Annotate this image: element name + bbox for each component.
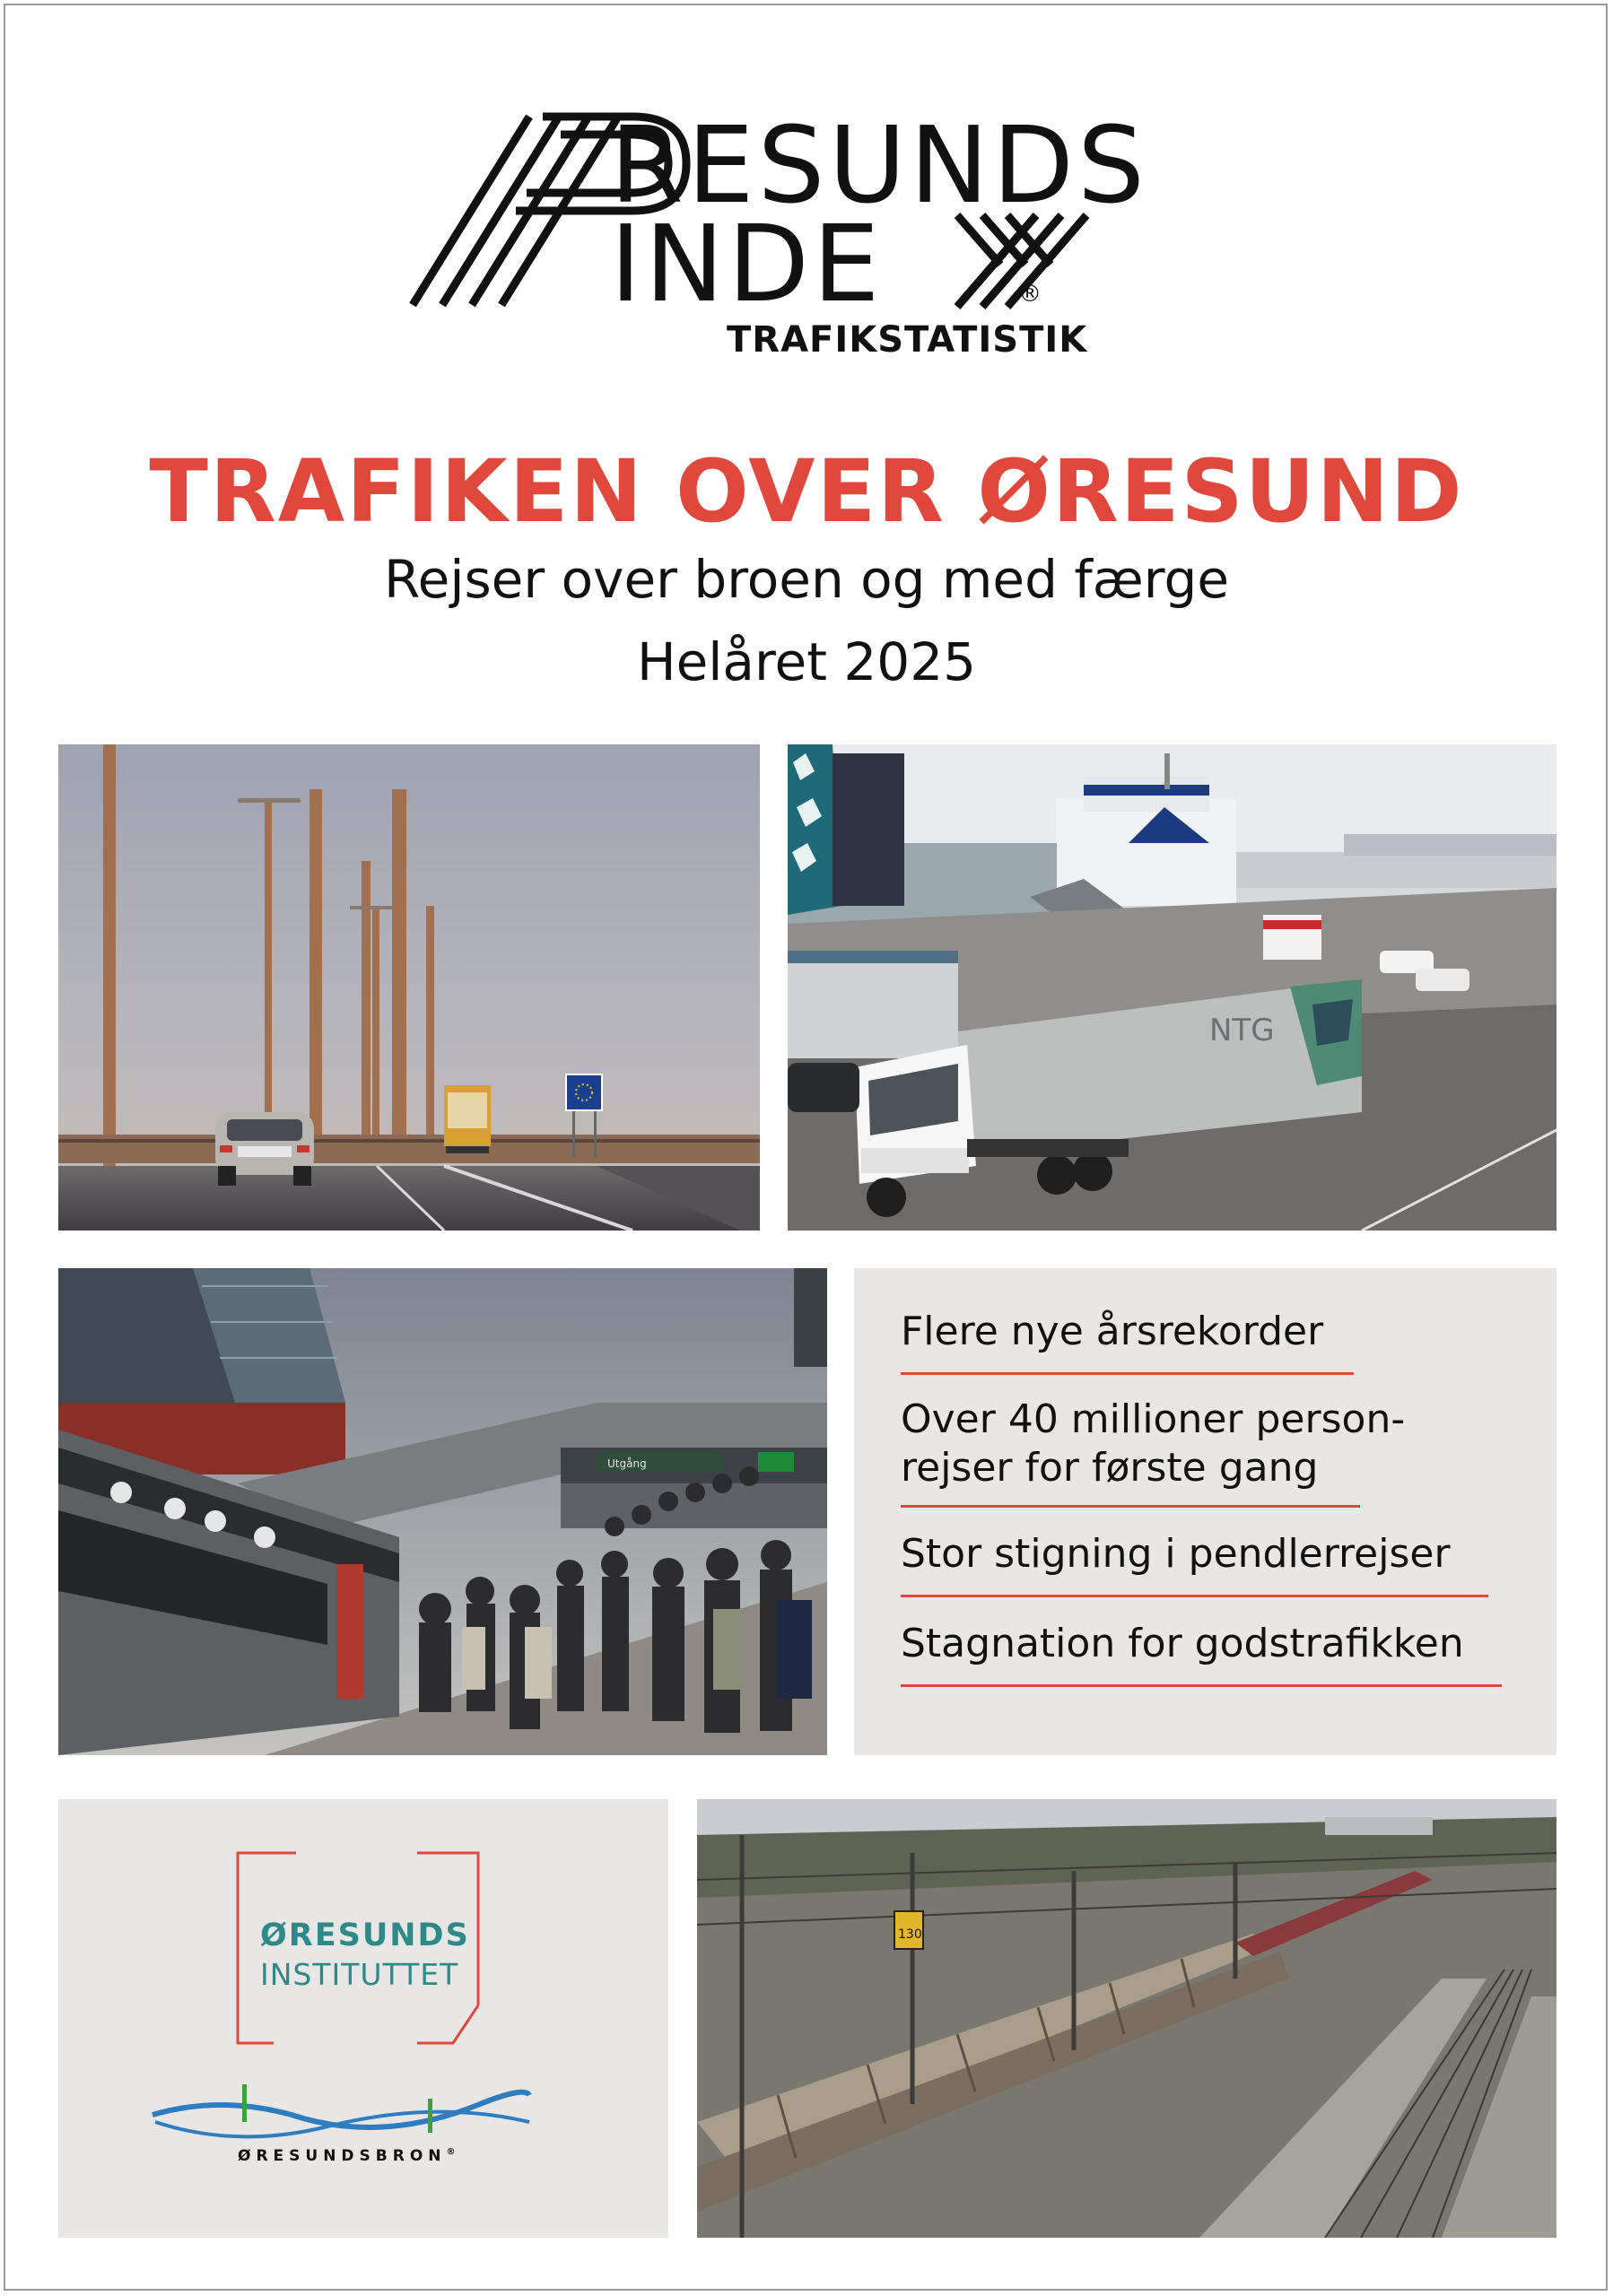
highlights-panel xyxy=(854,1268,1556,1755)
highlight-underline-2 xyxy=(901,1505,1360,1508)
bridge-name: ØRESUNDSBRON® xyxy=(238,2147,456,2165)
highlight-item-1: Flere nye årsrekorder xyxy=(901,1309,1324,1354)
truck-label: NTG xyxy=(1209,1013,1275,1048)
highlight-item-2-line-1: Over 40 millioner person- xyxy=(901,1396,1406,1442)
registered-mark: ® xyxy=(1018,281,1042,308)
highlight-item-3: Stor stigning i pendlerrejser xyxy=(901,1531,1451,1577)
page-subtitle: Rejser over broen og med færge xyxy=(383,549,1230,610)
bridge-pylon-right xyxy=(428,2099,432,2133)
bridge-photo xyxy=(58,744,760,1231)
highlight-item-2-line-2: rejser for første gang xyxy=(901,1445,1319,1491)
page-title: TRAFIKEN OVER ØRESUND xyxy=(149,441,1464,542)
station-sign: Utgång xyxy=(607,1457,647,1470)
logo-word-oresunds: RESUNDS xyxy=(610,103,1148,227)
institute-bracket-mark xyxy=(58,1799,668,2238)
institute-subtitle: INSTITUTTET xyxy=(260,1957,459,1992)
institute-name: ØRESUNDS xyxy=(260,1918,470,1953)
logo-word-index: INDE xyxy=(610,202,884,326)
track-sign: 130 xyxy=(898,1927,922,1942)
highlight-underline-3 xyxy=(901,1595,1488,1597)
highlight-underline-1 xyxy=(901,1372,1354,1375)
bridge-registered-mark: ® xyxy=(446,2147,456,2157)
train-station-photo xyxy=(58,1268,827,1755)
ferry-truck-photo xyxy=(788,744,1556,1231)
bridge-pylon-left xyxy=(242,2084,247,2122)
highlight-item-4: Stagnation for godstrafikken xyxy=(901,1621,1464,1666)
partners-panel xyxy=(58,1799,668,2238)
highlight-underline-4 xyxy=(901,1684,1502,1687)
freight-train-photo xyxy=(697,1799,1556,2238)
logo-subtitle: TRAFIKSTATISTIK xyxy=(727,319,1088,361)
page-period: Helåret 2025 xyxy=(637,631,976,692)
oresunds-index-logo xyxy=(408,103,1148,368)
